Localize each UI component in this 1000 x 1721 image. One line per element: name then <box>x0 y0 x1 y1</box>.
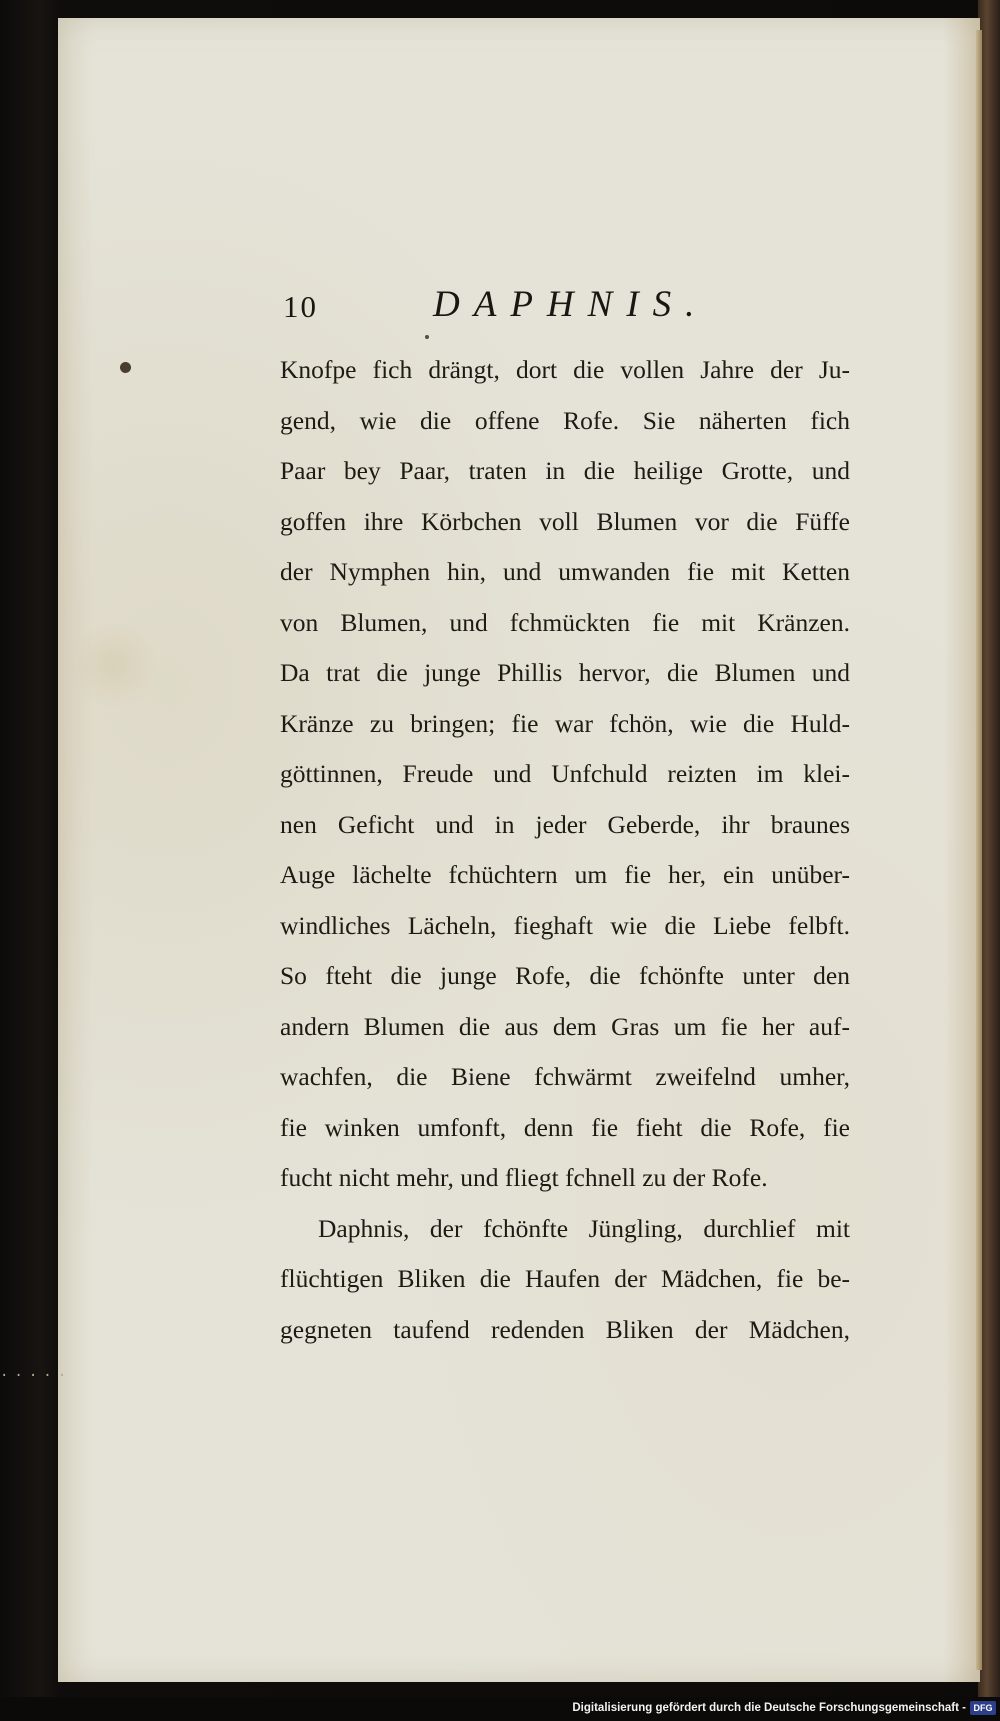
text-line: nen Geficht und in jeder Geberde, ihr braunes <box>280 809 850 839</box>
paragraph-start-line: Daphnis, der fchönfte Jüngling, durchlief mit <box>318 1213 850 1243</box>
text-line: gegneten taufend redenden Bliken der Mädchen, <box>280 1314 850 1344</box>
text-line: Auge lächelte fchüchtern um fie her, ein unüber- <box>280 860 850 889</box>
text-line: andern Blumen die aus dem Gras um fie her auf- <box>280 1011 850 1041</box>
ink-spot <box>120 362 131 373</box>
text-line: Paar bey Paar, traten in die heilige Grotte, und <box>280 456 850 485</box>
text-line: Da trat die junge Phillis hervor, die Blumen und <box>280 658 850 687</box>
text-line: flüchtigen Bliken die Haufen der Mädchen, fie be- <box>280 1264 850 1293</box>
page-header <box>283 283 843 333</box>
text-line: windliches Lächeln, fieghaft wie die Liebe felbft. <box>280 910 850 940</box>
digitization-credit: Digitalisierung gefördert durch die Deutsche Forschungsgemeinschaft - <box>572 1702 966 1714</box>
text-line: So fteht die junge Rofe, die fchönfte unter den <box>280 961 850 990</box>
gutter-marks: ····· <box>0 1368 73 1384</box>
page-edge <box>976 30 982 1670</box>
text-line: fucht nicht mehr, und fliegt fchnell zu der Rofe. <box>280 1163 768 1192</box>
text-line: von Blumen, und fchmückten fie mit Kränzen. <box>280 607 850 637</box>
dfg-logo-icon: DFG <box>970 1701 996 1715</box>
text-line: goffen ihre Körbchen voll Blumen vor die Füffe <box>280 506 850 536</box>
text-line: der Nymphen hin, und umwanden fie mit Ketten <box>280 557 850 586</box>
paper-stain <box>68 620 158 710</box>
text-line: göttinnen, Freude und Unfchuld reizten im klei- <box>280 759 850 788</box>
ink-speck <box>425 335 429 339</box>
page-number: 10 <box>283 289 318 324</box>
text-line: fie winken umfonft, denn fie fieht die Rofe, fie <box>280 1112 850 1142</box>
text-line: Kränze zu bringen; fie war fchön, wie die Huld- <box>280 708 850 738</box>
running-title: DAPHNIS. <box>433 284 709 325</box>
body-text <box>280 345 850 1355</box>
text-line: Knofpe fich drängt, dort die vollen Jahre der Ju- <box>280 355 850 384</box>
text-line: gend, wie die offene Rofe. Sie näherten fich <box>280 405 850 435</box>
text-line: wachfen, die Biene fchwärmt zweifelnd umher, <box>280 1062 850 1091</box>
